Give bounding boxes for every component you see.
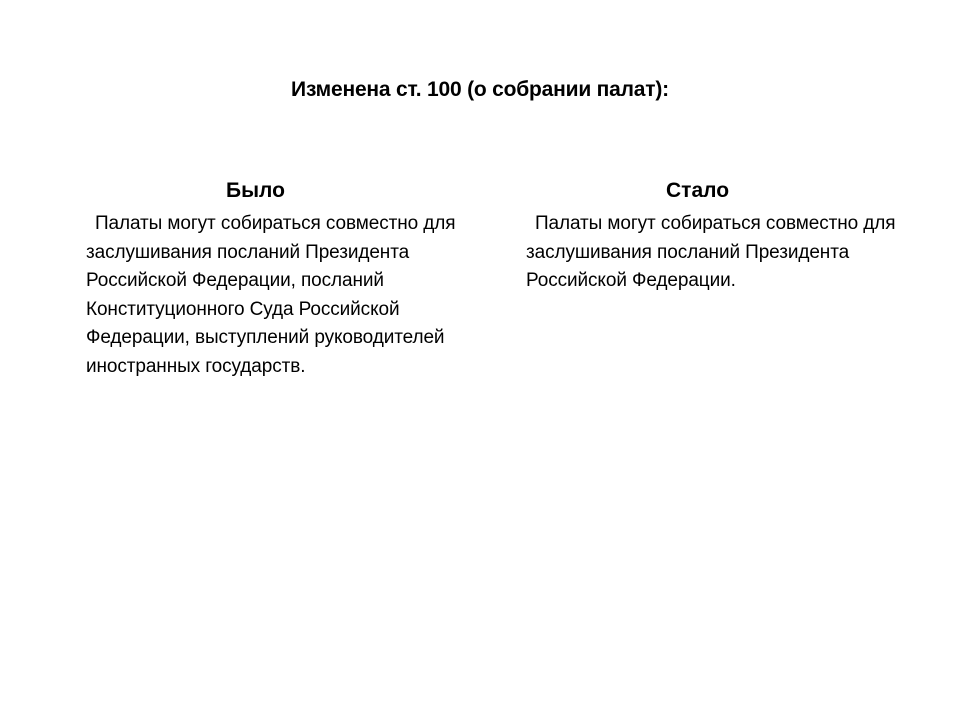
after-heading: Стало <box>666 179 730 202</box>
before-column <box>86 176 466 382</box>
before-text <box>86 210 466 382</box>
slide-title: Изменена ст. 100 (о собрании палат): <box>291 78 669 101</box>
after-text-body: Палаты могут собираться совместно для заслушивания посланий Президента Российской Федерации. <box>526 213 896 292</box>
after-column <box>526 176 906 296</box>
before-heading: Было <box>226 179 285 202</box>
before-text-body: Палаты могут собираться совместно для заслушивания посланий Президента Российской Федерации, посланий Конституционного Суда Российской Федерации, выступлений руководителей иностранных государств. <box>86 213 456 377</box>
after-text <box>526 210 906 296</box>
